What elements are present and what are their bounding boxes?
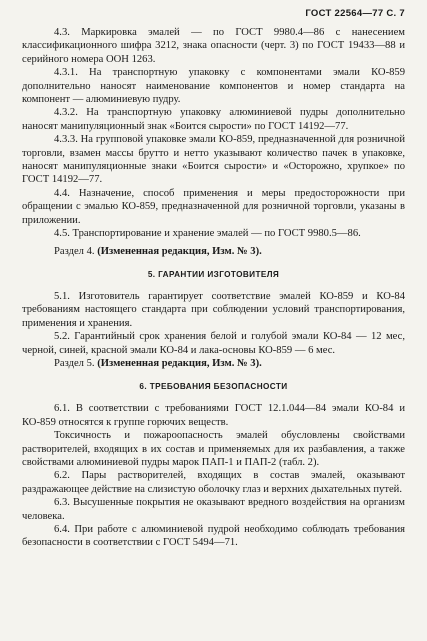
section-6-title: 6. ТРЕБОВАНИЯ БЕЗОПАСНОСТИ: [139, 382, 288, 392]
page-header: ГОСТ 22564—77 С. 7: [305, 8, 405, 19]
paragraph-6-3: 6.3. Высушенные покрытия не оказывают вредного воздействия на организм человека.: [22, 497, 405, 522]
revision-prefix: Раздел 5.: [54, 357, 95, 369]
paragraph-6-2: 6.2. Пары растворителей, входящих в состав эмалей, оказывают раздражающее действие на слизистую оболочку глаз и верхних дыхательных путей.: [22, 470, 405, 495]
paragraph-5-2: 5.2. Гарантийный срок хранения белой и голубой эмали КО-84 — 12 мес, черной, синей, красной эмали КО-84 и лака-основы КО-859 — 6 мес.: [22, 331, 405, 356]
paragraph-4-3: 4.3. Маркировка эмалей — по ГОСТ 9980.4—86 с нанесением классификационного шифра 3212, знака опасности (черт. 3) по ГОСТ 19433—88 и серийного номера ООН 1263.: [22, 27, 405, 65]
paragraph-6-1-toxicity: Токсичность и пожароопасность эмалей обусловлены свойствами растворителей, входящих в их состав и применяемых для их разбавления, а также свойствами алюминиевой пудры марок ПАП-1 и ПАП-2 (табл. 2).: [22, 430, 405, 468]
revision-prefix: Раздел 4.: [54, 245, 95, 257]
paragraph-6-1: 6.1. В соответствии с требованиями ГОСТ 12.1.044—84 эмали КО-84 и КО-859 относятся к группе горючих веществ.: [22, 403, 405, 428]
revision-note-section-4: [22, 245, 405, 258]
revision-note-section-5: [22, 357, 405, 370]
revision-text: (Измененная редакция, Изм. № 3).: [97, 357, 262, 369]
paragraph-4-5: 4.5. Транспортирование и хранение эмалей — по ГОСТ 9980.5—86.: [54, 228, 361, 240]
paragraph-4-3-3: 4.3.3. На групповой упаковке эмали КО-859, предназначенной для розничной торговли, взамен массы брутто и нетто указывают количество пачек в упаковке, наносят манипуляционные знаки «Боится сырости» и «Осторожно, хрупкое» по ГОСТ 14192—77.: [22, 134, 405, 186]
revision-text: (Измененная редакция, Изм. № 3).: [97, 245, 262, 257]
paragraph-4-3-1: 4.3.1. На транспортную упаковку с компонентами эмали КО-859 дополнительно наносят наименование компонентов и номер стандарта на компонент — алюминиевую пудру.: [22, 67, 405, 106]
paragraph-6-4: 6.4. При работе с алюминиевой пудрой необходимо соблюдать требования безопасности в соответствии с ГОСТ 5494—71.: [22, 524, 405, 549]
section-5-title: 5. ГАРАНТИИ ИЗГОТОВИТЕЛЯ: [147, 269, 280, 279]
paragraph-4-4: 4.4. Назначение, способ применения и меры предосторожности при обращении с эмалью КО-859, предназначенной для розничной торговли, указаны в приложении.: [22, 187, 405, 226]
paragraph-4-3-2: 4.3.2. На транспортную упаковку алюминиевой пудры дополнительно наносят манипуляционный знак «Боится сырости» по ГОСТ 14192—77.: [22, 107, 405, 132]
paragraph-5-1: 5.1. Изготовитель гарантирует соответствие эмалей КО-859 и КО-84 требованиям настоящего стандарта при соблюдении условий транспортирования, применения и хранения.: [22, 290, 405, 329]
